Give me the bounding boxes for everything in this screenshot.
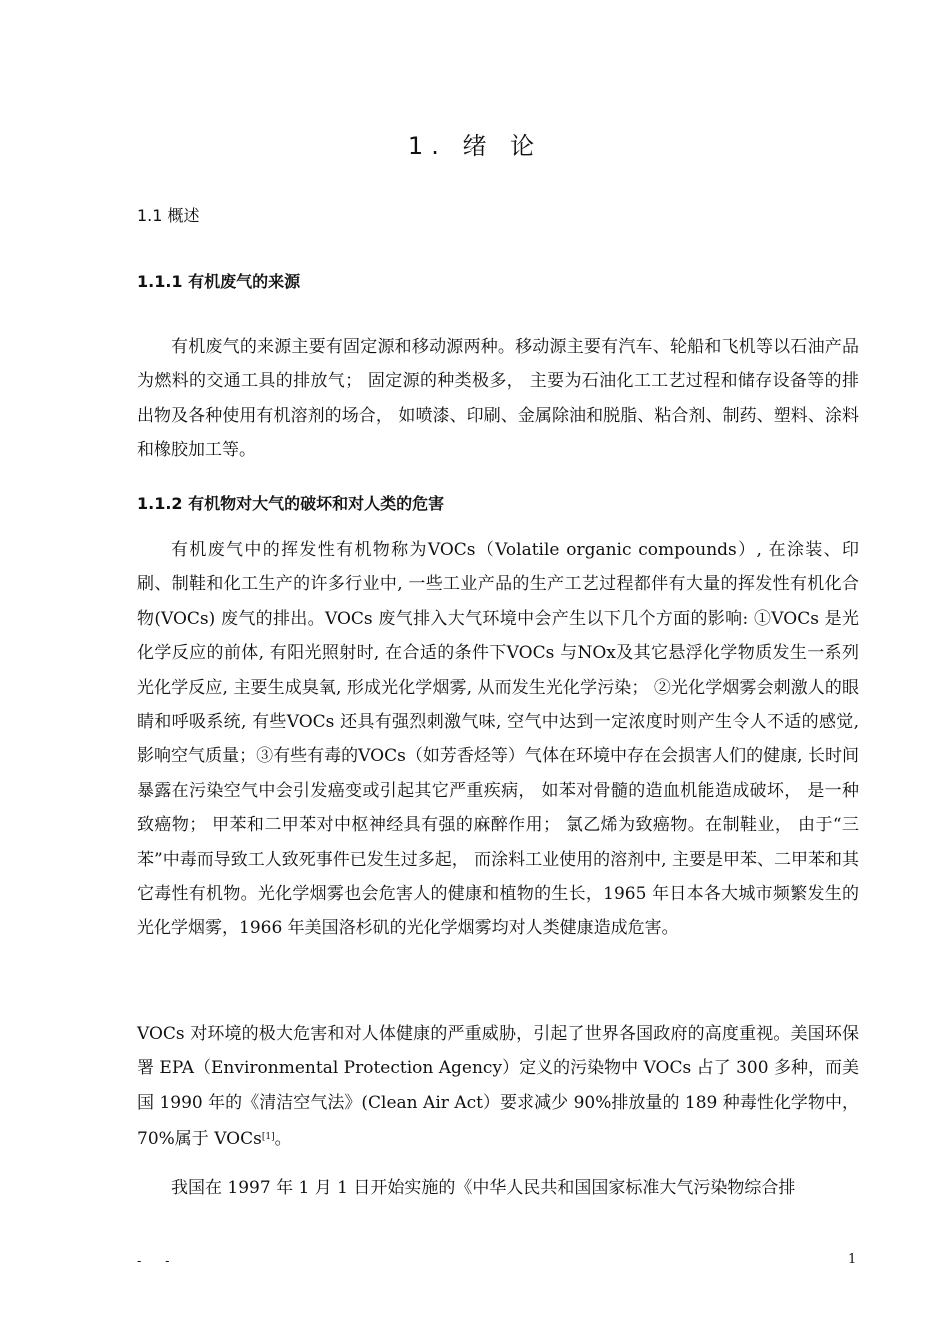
citation-ref[interactable]: [1] — [261, 1132, 275, 1143]
paragraph-1: 有机废气的来源主要有固定源和移动源两种。移动源主要有汽车、轮船和飞机等以石油产品为燃料的交通工具的排放气； 固定源的种类极多， 主要为石油化工工艺过程和储存设备等的排出物及各种使用有机溶剂的场合， 如喷漆、印刷、金属除油和脱脂、粘合剂、制药、塑料、涂料和橡胶加工等。 — [137, 337, 859, 461]
subsection-title-2: 1.1.2 有机物对大气的破坏和对人类的危害 — [137, 494, 445, 513]
chapter-title: 1. 绪 论 — [407, 132, 543, 160]
paragraph-2: 有机废气中的挥发性有机物称为VOCs（Volatile organic compounds）, 在涂装、印刷、制鞋和化工生产的许多行业中, 一些工业产品的生产工艺过程都伴有大量的挥发性有机化合物(VOCs) 废气的排出。VOCs 废气排入大气环境中会产生以下几个方面的影响: ①VOCs 是光化学反应的前体, 有阳光照射时, 在合适的条件下VOCs 与NOx及其它悬浮化学物质发生一系列光化学反应, 主要生成臭氧, 形成光化学烟雾, 从而发生光化学污染； ②光化学烟雾会刺激人的眼睛和呼吸系统, 有些VOCs 还具有强烈刺激气味, 空气中达到一定浓度时则产生令人不适的感觉, 影响空气质量；③有些有毒的VOCs（如芳香烃等）气体在环境中存在会损害人们的健康, 长时间暴露在污染空气中会引发癌变或引起其它严重疾病， 如苯对骨髓的造血机能造成破坏， 是一种致癌物； 甲苯和二甲苯对中枢神经具有强的麻醉作用； 氯乙烯为致癌物。在制鞋业， 由于“三苯”中毒而导致工人致死事件已发生过多起， 而涂料工业使用的溶剂中, 主要是甲苯、二甲苯和其它毒性有机物。光化学烟雾也会危害人的健康和植物的生长，1965 年日本各大城市频繁发生的光化学烟雾，1966 年美国洛杉矶的光化学烟雾均对人类健康造成危害。 — [137, 540, 859, 939]
paragraph-3-text: VOCs 对环境的极大危害和对人体健康的严重威胁，引起了世界各国政府的高度重视。美国环保署 EPA（Environmental Protection Agency）定义的污染物中 VOCs 占了 300 多种，而美国 1990 年的《清洁空气法》(Clean Air Act）要求减少 90%排放量的 189 种毒性化学物中，70%属于 VOCs — [137, 1024, 859, 1150]
paragraph-3 — [137, 1017, 859, 1157]
footer-mark: - - — [137, 1254, 180, 1268]
page-number: 1 — [848, 1252, 857, 1267]
section-title: 1.1 概述 — [137, 206, 200, 225]
paragraph-4: 我国在 1997 年 1 月 1 日开始实施的《中华人民共和国国家标准大气污染物综合排 — [171, 1178, 796, 1198]
paragraph-3-end: 。 — [274, 1129, 292, 1150]
subsection-title-1: 1.1.1 有机废气的来源 — [137, 272, 301, 291]
